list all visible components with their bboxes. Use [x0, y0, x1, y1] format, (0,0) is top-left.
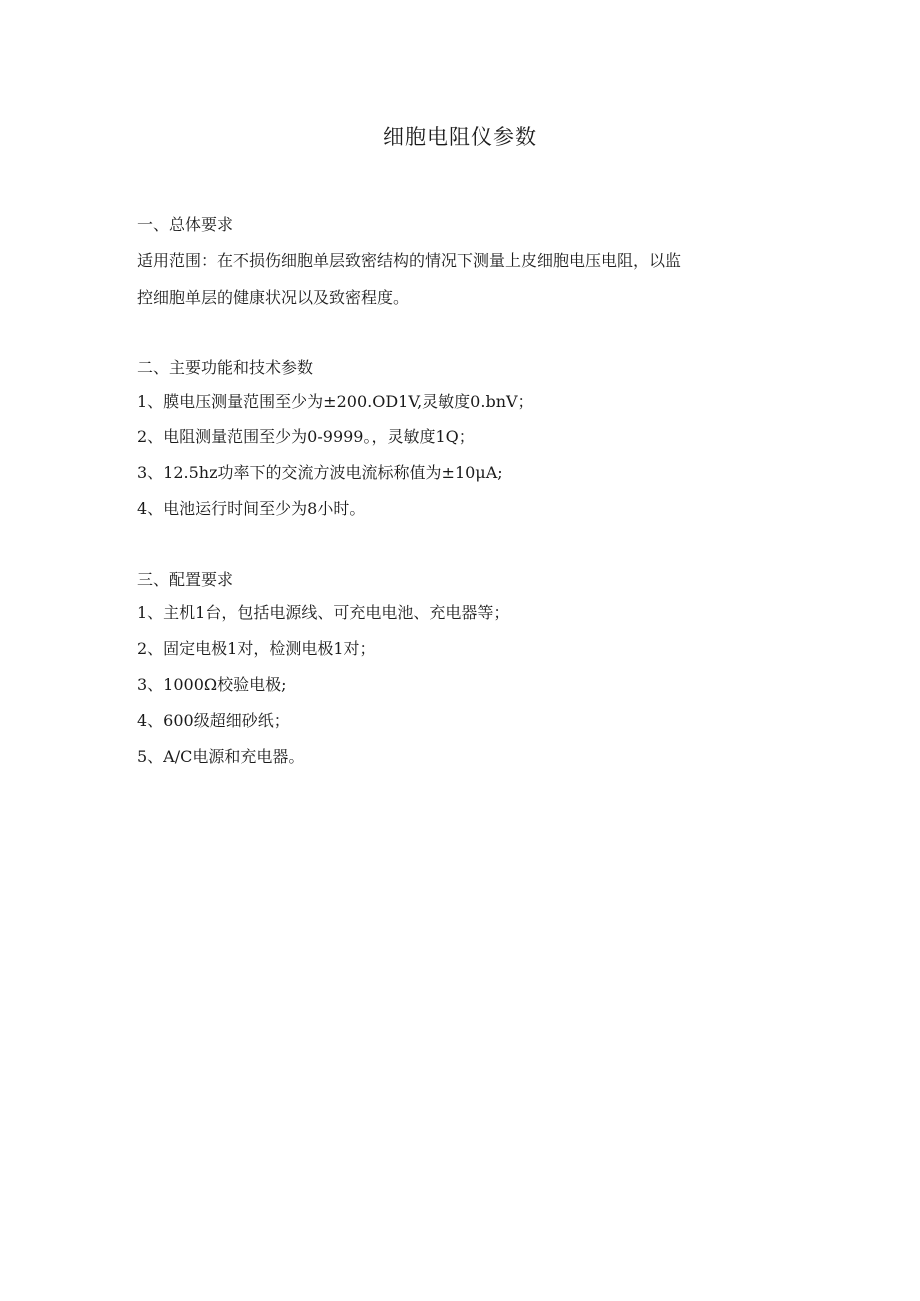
scope-paragraph-line-1: 适用范围：在不损伤细胞单层致密结构的情况下测量上皮细胞电压电阻，以监 [137, 251, 682, 270]
list-item: 3、1000Ω校验电极; [137, 675, 287, 694]
list-item: 1、膜电压测量范围至少为±200.OD1V,灵敏度0.bnV； [137, 392, 534, 411]
scope-paragraph-line-2: 控细胞单层的健康状况以及致密程度。 [137, 288, 410, 307]
list-item: 1、主机1台，包括电源线、可充电电池、充电器等； [137, 603, 510, 622]
page-title: 细胞电阻仪参数 [383, 125, 537, 149]
section-heading-functions: 二、主要功能和技术参数 [137, 358, 314, 377]
list-item: 2、电阻测量范围至少为0-9999。，灵敏度1Q； [137, 427, 475, 446]
list-item: 5、A/C电源和充电器。 [137, 747, 305, 766]
list-item: 4、电池运行时间至少为8小时。 [137, 499, 366, 518]
list-item: 2、固定电极1对，检测电极1对； [137, 639, 376, 658]
section-heading-general: 一、总体要求 [137, 215, 234, 234]
list-item: 3、12.5hz功率下的交流方波电流标称值为±10μA; [137, 463, 503, 482]
list-item: 4、600级超细砂纸； [137, 711, 290, 730]
section-heading-configuration: 三、配置要求 [137, 570, 234, 589]
